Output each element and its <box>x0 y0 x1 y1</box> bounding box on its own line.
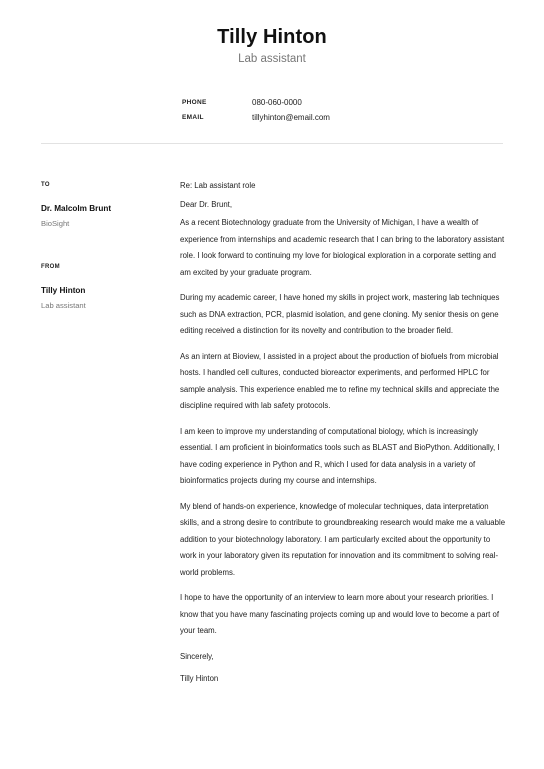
applicant-title: Lab assistant <box>238 53 306 65</box>
phone-label: PHONE <box>182 99 207 106</box>
email-row <box>182 110 330 125</box>
address-sidebar <box>41 182 161 310</box>
applicant-name: Tilly Hinton <box>217 26 327 48</box>
letter-paragraph: I am keen to improve my understanding of computational biology, which is increasingly essential. I am proficient in bioinformatics tools such as BLAST and BioPython. Additionally, I have coding experience in Python and R, which I used for data analysis in a variety of bioinformatics projects during my course and internships. <box>180 426 500 485</box>
email-value: tillyhinton@email.com <box>252 113 330 122</box>
letter-paragraph: My blend of hands-on experience, knowledge of molecular techniques, data interpretation skills, and a strong desire to contribute to groundbreaking research would make me a valuable addition to your biotechnology laboratory. I am particularly excited about the opportunity to work in your laboratory given its reputation for innovation and its commitment to solving real-world problems. <box>180 501 506 577</box>
letter-paragraph: As a recent Biotechnology graduate from the University of Michigan, I have a wealth of experience from internships and academic research that I can bring to the laboratory assistant role. I look forward to continuing my love for biological exploration in a corporate setting and am excited by your graduate program. <box>180 218 505 277</box>
contact-block <box>182 95 330 125</box>
phone-value: 080-060-0000 <box>252 98 302 107</box>
letter-greeting: Dear Dr. Brunt, <box>180 200 232 209</box>
from-label: FROM <box>41 264 60 270</box>
to-label: TO <box>41 182 50 188</box>
letter-body <box>180 179 506 697</box>
letter-subject: Re: Lab assistant role <box>180 181 256 190</box>
letter-paragraph: During my academic career, I have honed my skills in project work, mastering lab techniques such as DNA extraction, PCR, plasmid isolation, and gene cloning. My senior thesis on gene editing received a distinction for its novelty and contribution to the broader field. <box>180 293 500 335</box>
recipient-block <box>41 182 161 264</box>
letter-closing: Sincerely, <box>180 651 214 661</box>
recipient-company: BioSight <box>41 219 70 228</box>
letter-paragraph: As an intern at Bioview, I assisted in a project about the production of biofuels from microbial hosts. I handled cell cultures, conducted bioreactor experiments, and performed HPLC for sample analysis. This experience enabled me to refine my technical skills and appreciate the discipline required with lab safety protocols. <box>180 351 500 410</box>
sender-title: Lab assistant <box>41 301 86 310</box>
letter-signature: Tilly Hinton <box>180 674 219 683</box>
sender-block <box>41 264 161 310</box>
email-label: EMAIL <box>182 114 204 121</box>
recipient-name: Dr. Malcolm Brunt <box>41 204 112 213</box>
phone-row <box>182 95 330 110</box>
sender-name: Tilly Hinton <box>41 286 86 295</box>
letter-paragraph: I hope to have the opportunity of an interview to learn more about your research priorities. I know that you have many fascinating projects coming up and would love to become a part of your team. <box>180 593 499 635</box>
header-divider <box>41 143 503 144</box>
